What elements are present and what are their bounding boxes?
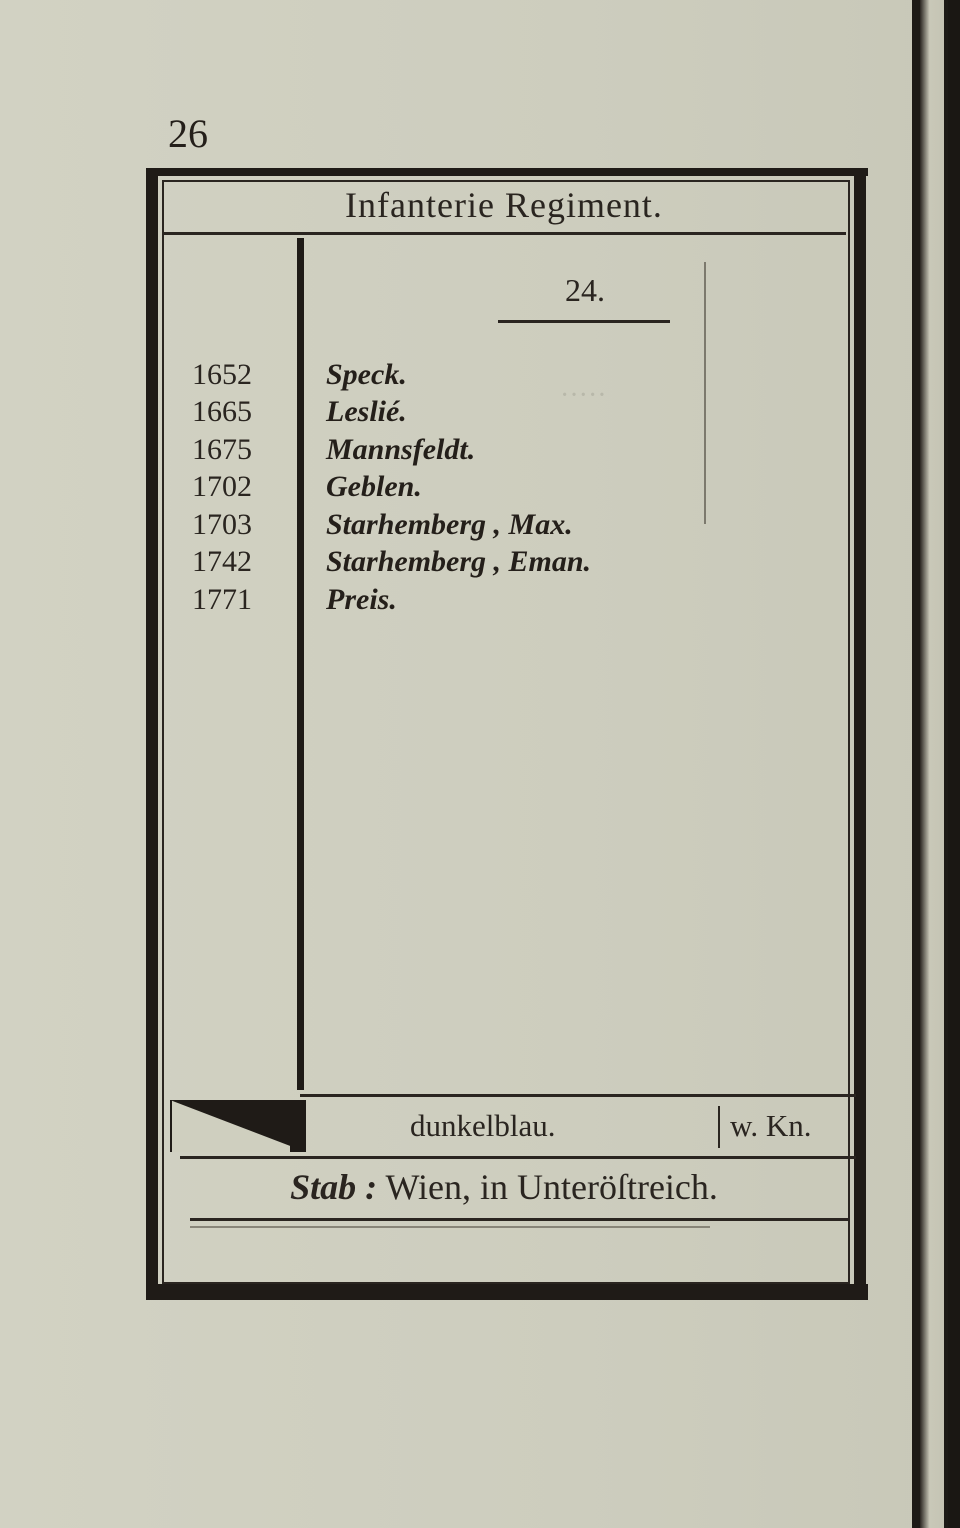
frame-bottom bbox=[146, 1284, 868, 1300]
list-item bbox=[180, 581, 720, 619]
colonel-name: Speck. bbox=[326, 357, 407, 391]
colonel-year: 1742 bbox=[192, 545, 252, 579]
uniform-rule-bottom bbox=[180, 1156, 856, 1159]
list-item bbox=[180, 394, 720, 432]
uniform-separator bbox=[718, 1106, 720, 1148]
stab-rule bbox=[190, 1218, 850, 1221]
list-item bbox=[180, 356, 720, 394]
list-item bbox=[180, 544, 720, 582]
list-item bbox=[180, 506, 720, 544]
uniform-color-swatch bbox=[170, 1100, 306, 1152]
stab-line bbox=[162, 1166, 846, 1208]
stab-rule-faint bbox=[190, 1226, 710, 1228]
list-item bbox=[180, 431, 720, 469]
uniform-rule-top bbox=[300, 1094, 856, 1097]
colonel-name: Starhemberg , Eman. bbox=[326, 545, 592, 579]
colonel-year: 1675 bbox=[192, 432, 252, 466]
uniform-buttons: w. Kn. bbox=[730, 1108, 812, 1143]
colonel-year: 1702 bbox=[192, 470, 252, 504]
facing-page-edge bbox=[920, 0, 944, 1528]
colonel-year: 1703 bbox=[192, 507, 252, 541]
frame-left bbox=[146, 170, 158, 1300]
colonel-year: 1652 bbox=[192, 357, 252, 391]
colonel-year: 1771 bbox=[192, 582, 252, 616]
stab-label: Stab : bbox=[290, 1167, 378, 1207]
gutter-shadow bbox=[948, 0, 960, 1528]
list-item bbox=[180, 469, 720, 507]
table-header: Infanterie Regiment. bbox=[345, 185, 663, 225]
colonel-name: Starhemberg , Max. bbox=[326, 507, 573, 541]
frame-right bbox=[854, 170, 866, 1300]
colonel-name: Geblen. bbox=[326, 470, 422, 504]
regiment-number: 24. bbox=[565, 272, 605, 308]
bleed-through: ····· bbox=[560, 380, 607, 411]
colonel-name: Leslié. bbox=[326, 395, 407, 429]
regiment-number-rule bbox=[498, 320, 670, 323]
header-rule bbox=[162, 232, 846, 235]
frame-top bbox=[146, 168, 868, 176]
colonel-list bbox=[180, 356, 720, 619]
page-number: 26 bbox=[168, 111, 208, 156]
stab-location: Wien, in Unteröſtreich. bbox=[377, 1167, 718, 1207]
colonel-name: Mannsfeldt. bbox=[326, 432, 476, 466]
colonel-year: 1665 bbox=[192, 395, 252, 429]
uniform-facing-color: dunkelblau. bbox=[410, 1108, 556, 1143]
colonel-name: Preis. bbox=[326, 582, 397, 616]
